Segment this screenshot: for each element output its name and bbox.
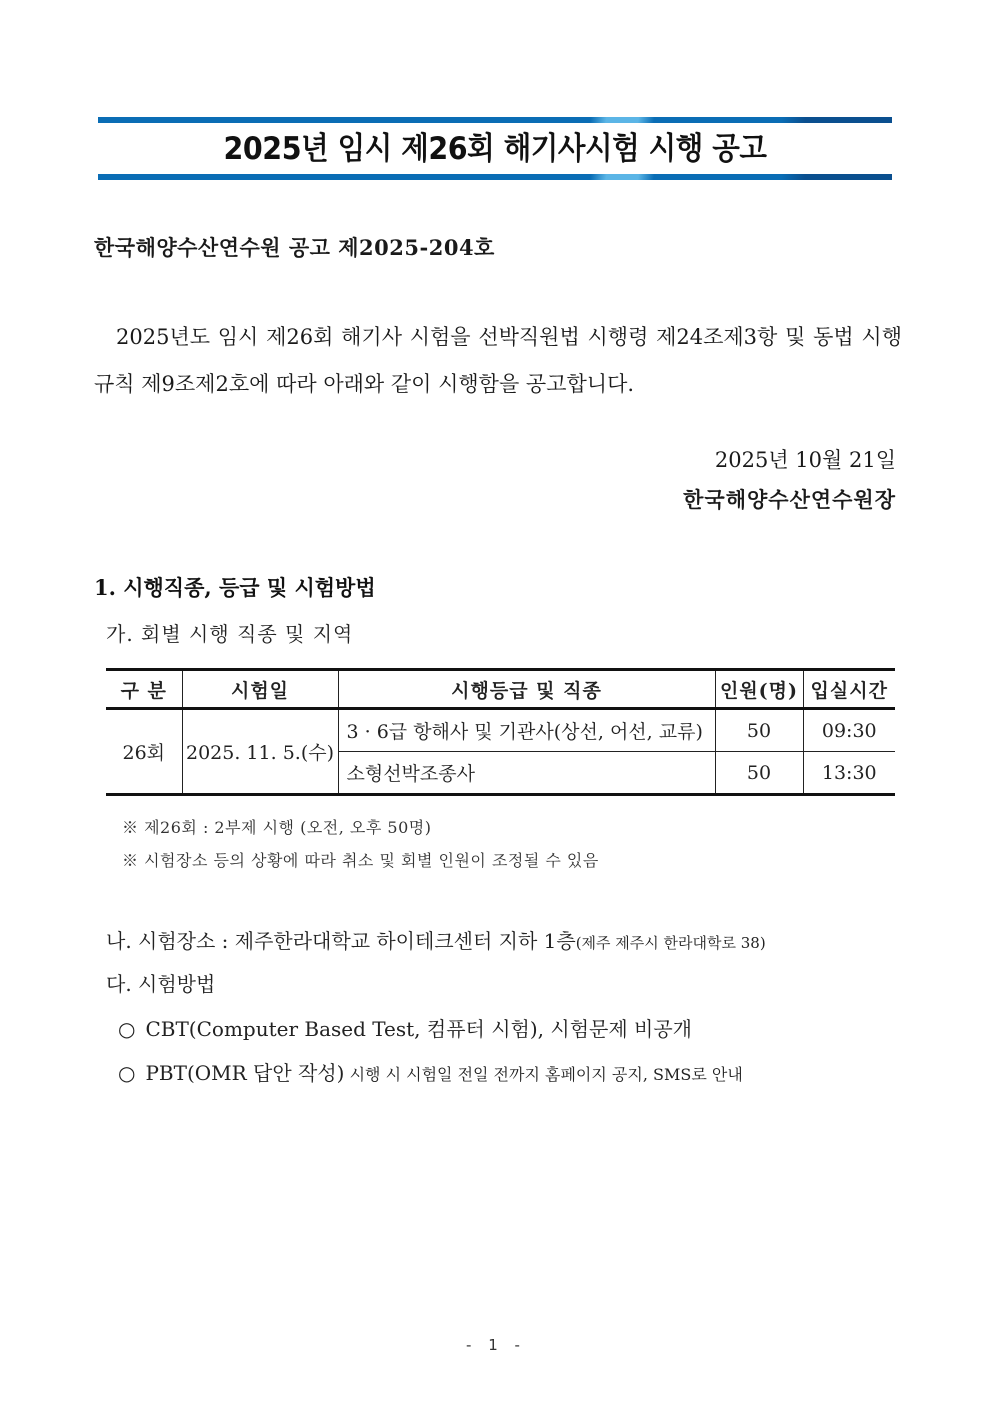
- header-grade-type: 시행등급 및 직종: [338, 670, 715, 709]
- entry-time-cell: 09:30: [803, 709, 895, 752]
- venue-address: (제주 제주시 한라대학로 38): [575, 934, 766, 952]
- grade-type-cell: 소형선박조종사: [338, 752, 715, 795]
- entry-time-cell: 13:30: [803, 752, 895, 795]
- bullet-text: CBT(Computer Based Test, 컴퓨터 시험), 시험문제 비공개: [145, 1017, 692, 1041]
- document-title: 2025년 임시 제26회 해기사시험 시행 공고: [223, 131, 767, 167]
- table-header-row: [106, 670, 895, 709]
- exam-schedule-table: [106, 668, 895, 796]
- grade-type-cell: 3 · 6급 항해사 및 기관사(상선, 어선, 교류): [338, 709, 715, 752]
- subsection-b-venue: [106, 925, 766, 954]
- bullet-cbt: [118, 1013, 692, 1042]
- bullet-text: PBT(OMR 답안 작성): [145, 1061, 345, 1085]
- note-adjustment: ※ 시험장소 등의 상황에 따라 취소 및 회별 인원이 조정될 수 있음: [122, 851, 599, 870]
- header-exam-date: 시험일: [182, 670, 338, 709]
- announcement-date: 2025년 10월 21일: [714, 448, 896, 472]
- header-entry-time: 입실시간: [803, 670, 895, 709]
- circle-bullet-icon: ○: [118, 1061, 136, 1085]
- bullet-pbt: [118, 1057, 743, 1086]
- header-capacity: 인원(명): [715, 670, 803, 709]
- session-cell: 26회: [106, 709, 182, 795]
- venue-label: 나. 시험장소 : 제주한라대학교 하이테크센터 지하 1층: [106, 929, 576, 953]
- capacity-cell: 50: [715, 752, 803, 795]
- section-heading: 1. 시행직종, 등급 및 시험방법: [94, 575, 376, 600]
- notice-number: 한국해양수산연수원 공고 제2025-204호: [94, 235, 495, 260]
- exam-date-cell: 2025. 11. 5.(수): [182, 709, 338, 795]
- subsection-c-label: 다. 시험방법: [106, 972, 216, 996]
- issuer: 한국해양수산연수원장: [683, 487, 896, 512]
- subsection-a-label: 가. 회별 시행 직종 및 지역: [106, 622, 354, 646]
- bullet-subtext: 시행 시 시험일 전일 전까지 홈페이지 공지, SMS로 안내: [344, 1065, 743, 1084]
- title-bar-top: [98, 117, 892, 123]
- circle-bullet-icon: ○: [118, 1017, 136, 1041]
- body-paragraph: 2025년도 임시 제26회 해기사 시험을 선박직원법 시행령 제24조제3항 및 동법 시행규칙 제9조제2호에 따라 아래와 같이 시행함을 공고합니다.: [94, 325, 902, 396]
- capacity-cell: 50: [715, 709, 803, 752]
- note-two-shift: ※ 제26회 : 2부제 시행 (오전, 오후 50명): [122, 818, 432, 837]
- page-number: - 1 -: [466, 1336, 526, 1354]
- header-session: 구 분: [106, 670, 182, 709]
- title-bar-bottom: [98, 174, 892, 180]
- table-row: [106, 709, 895, 752]
